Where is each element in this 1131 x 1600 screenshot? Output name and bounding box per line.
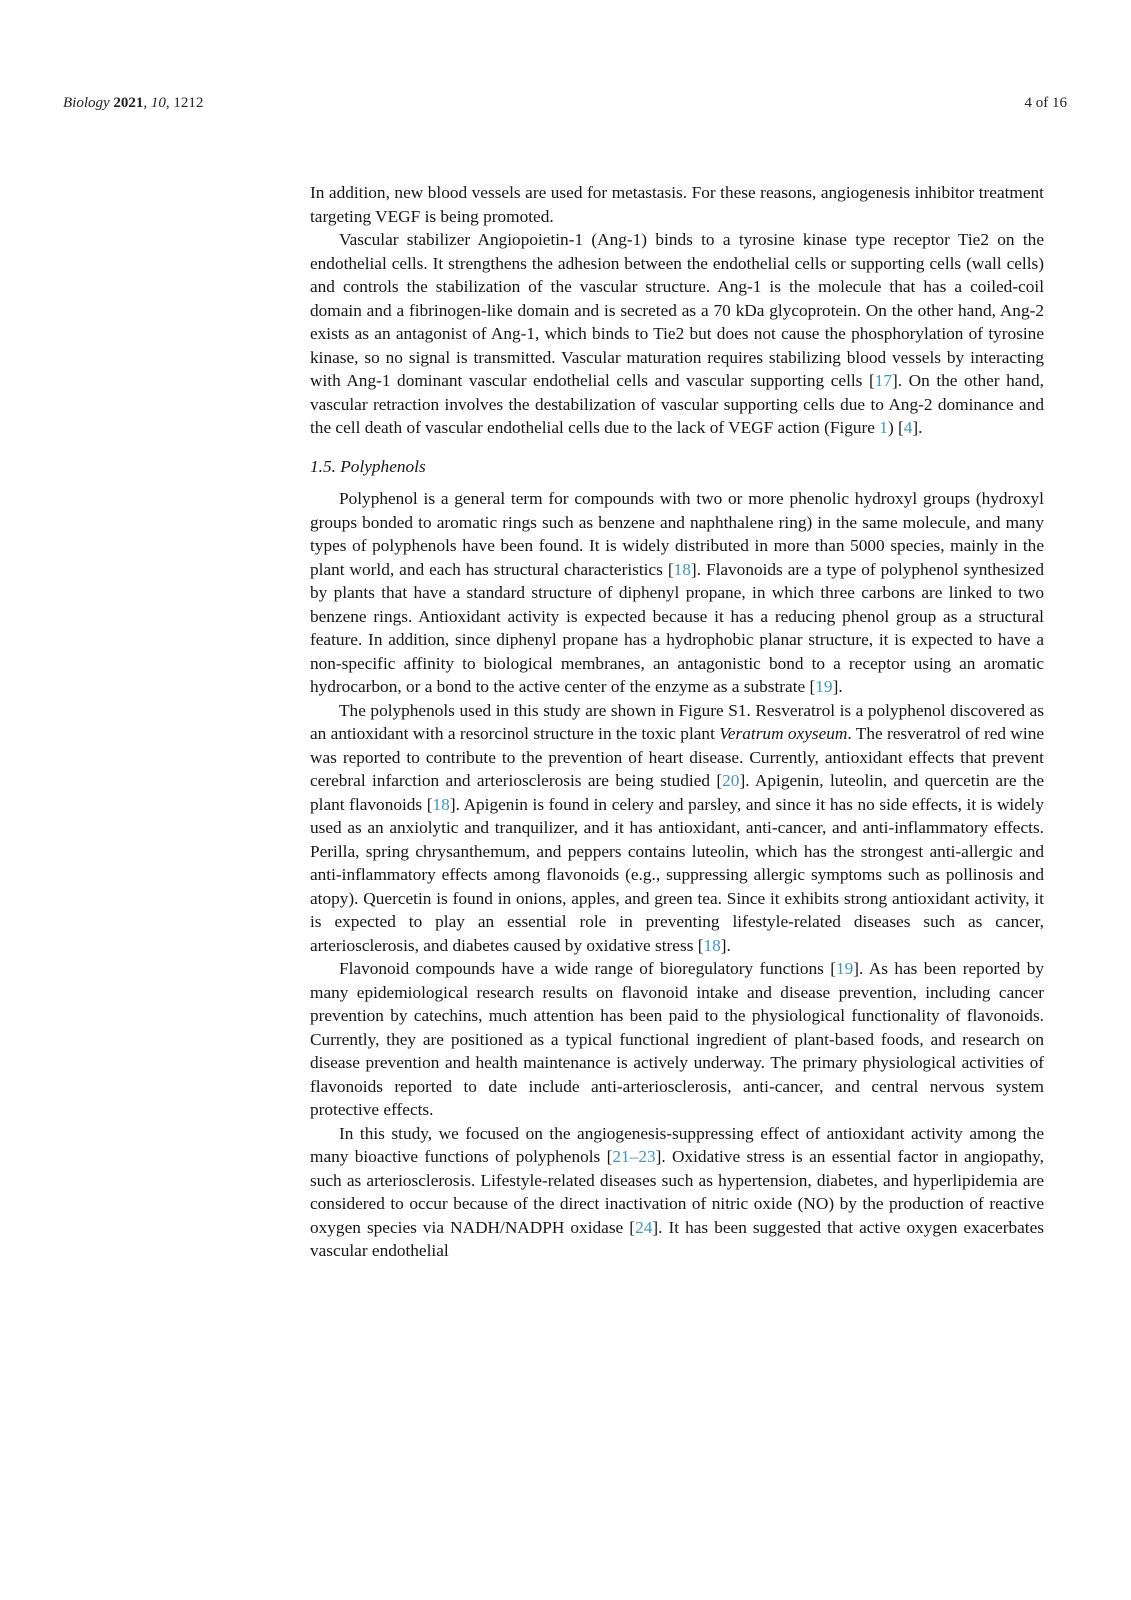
citation-link[interactable]: 20 — [722, 771, 740, 790]
citation-link[interactable]: 18 — [432, 794, 450, 814]
paragraph — [310, 957, 1044, 1122]
section-heading — [310, 455, 1044, 479]
citation-link[interactable]: 24 — [635, 1217, 653, 1237]
text-segment: 10 — [150, 95, 166, 111]
citation-link[interactable]: 4 — [903, 418, 913, 437]
text-segment: 2021 — [113, 95, 144, 111]
text-segment: ]. — [832, 677, 843, 696]
text-segment: Vascular stabilizer Angiopoietin-1 (Ang-1) binds to a tyrosine kinase type receptor Tie2 on the endothelial cells. It strengthens the adhesion between the endothelial cells or supporting cells (wall cells) and controls the stabilization of the vascular structure. Ang-1 is the molecule that has a coiled-coil domain and a fibrinogen-like domain and is secreted as a 70 kDa glycoprotein. On the other hand, Ang-2 exists as an antagonist of Ang-1, which binds to Tie2 but does not cause the phosphorylation of tyrosine kinase, so no signal is transmitted. Vascular maturation requires stabilizing blood vessels by interacting with Ang-1 dominant vascular endothelial cells and vascular supporting cells [ — [310, 230, 1044, 390]
text-segment: ]. Apigenin is found in celery and parsley, and since it has no side effects, it is widely used as an anxiolytic and tranquilizer, and it has antioxidant, anti-cancer, and anti-inflammatory effects. Perilla, spring chrysanthemum, and peppers contains luteolin, which has the strongest anti-allergic and anti-inflammatory effects among flavonoids (e.g., suppressing allergic symptoms such as pollinosis and atopy). Quercetin is found in onions, apples, and green tea. Since it exhibits strong antioxidant activity, it is expected to play an essential role in preventing lifestyle-related diseases such as cancer, arteriosclerosis, and diabetes caused by oxidative stress [ — [310, 794, 1044, 955]
paragraph — [310, 228, 1044, 440]
text-segment: ]. — [720, 935, 731, 955]
text-segment: , — [143, 95, 151, 111]
text-segment: Veratrum oxyseum — [719, 724, 848, 743]
text-segment: , 1212 — [165, 95, 204, 111]
text-segment: ]. Oxidative stress is an essential factor in angiopathy, such as arteriosclerosis. Lifestyle-related diseases such as hypertension, diabetes, and hyperlipidemia are considered to occur because of the direct inactivation of nitric oxide (NO) by the production of reactive oxygen species via NADH/NADPH oxidase [ — [310, 1147, 1045, 1237]
article-body — [310, 181, 1044, 1263]
text-segment: The polyphenols used in this study are shown in Figure S1. Resveratrol is a polyphenol discovered as an antioxidant with a resorcinol structure in the toxic plant — [310, 700, 1044, 743]
paragraph — [310, 699, 1044, 958]
text-segment: ]. It has been suggested that active oxygen exacerbates vascular endothelial — [310, 1217, 1044, 1260]
citation-link[interactable]: 17 — [874, 371, 893, 390]
journal-citation — [63, 95, 203, 112]
text-segment: 1.5. Polyphenols — [310, 456, 426, 476]
text-segment: Biology — [63, 95, 114, 111]
text-segment: . The resveratrol of red wine was reported to contribute to the prevention of heart disease. Currently, antioxidant effects that prevent cerebral infarction and arteriosclerosis are being studied [ — [310, 724, 1045, 790]
text-segment: ) [ — [887, 418, 904, 437]
text-segment: ]. Apigenin, luteolin, and quercetin are the plant flavonoids [ — [310, 771, 1044, 814]
paragraph — [310, 1122, 1044, 1263]
text-segment: Flavonoid compounds have a wide range of bioregulatory functions [ — [339, 959, 836, 978]
text-segment: Polyphenol is a general term for compounds with two or more phenolic hydroxyl groups (hydroxyl groups bonded to aromatic rings such as benzene and naphthalene ring) in the same molecule, and many types of polyphenols have been found. It is widely distributed in more than 5000 species, mainly in the plant world, and each has structural characteristics [ — [310, 489, 1044, 579]
paragraph — [310, 181, 1044, 228]
text-segment: In addition, new blood vessels are used for metastasis. For these reasons, angiogenesis inhibitor treatment targeting VEGF is being promoted. — [310, 183, 1044, 226]
citation-link[interactable]: 19 — [835, 959, 854, 978]
text-segment: ]. On the other hand, vascular retraction involves the destabilization of vascular supporting cells due to Ang-2 dominance and the cell death of vascular endothelial cells due to the lack of VEGF action (Figure — [310, 371, 1044, 437]
page-number: 4 of 16 — [1024, 95, 1067, 111]
text-segment: In this study, we focused on the angiogenesis-suppressing effect of antioxidant activity among the many bioactive functions of polyphenols [ — [310, 1123, 1044, 1166]
text-segment: ]. As has been reported by many epidemiological research results on flavonoid intake and disease prevention, including cancer prevention by catechins, much attention has been paid to the physiological functionality of flavonoids. Currently, they are positioned as a typical functional ingredient of plant-based foods, and research on disease prevention and health maintenance is actively underway. The primary physiological activities of flavonoids reported to date include anti-arteriosclerosis, anti-cancer, and central nervous system protective effects. — [310, 959, 1044, 1119]
citation-link[interactable]: 1 — [879, 418, 888, 437]
citation-link[interactable]: 18 — [703, 935, 721, 955]
citation-link[interactable]: 18 — [673, 559, 691, 579]
citation-link[interactable]: 19 — [815, 677, 833, 696]
citation-link[interactable]: 21–23 — [612, 1147, 656, 1166]
page-header — [63, 95, 1067, 112]
paragraph — [310, 487, 1044, 699]
text-segment: ]. Flavonoids are a type of polyphenol synthesized by plants that have a standard structure of diphenyl propane, in which three carbons are linked to two benzene rings. Antioxidant activity is expected because it has a reducing phenol group as a structural feature. In addition, since diphenyl propane has a hydrophobic planar structure, it is expected to have a non-specific affinity to biological membranes, an antagonistic bond to a receptor using an aromatic hydrocarbon, or a bond to the active center of the enzyme as a substrate [ — [310, 559, 1044, 696]
text-segment: ]. — [912, 418, 923, 437]
